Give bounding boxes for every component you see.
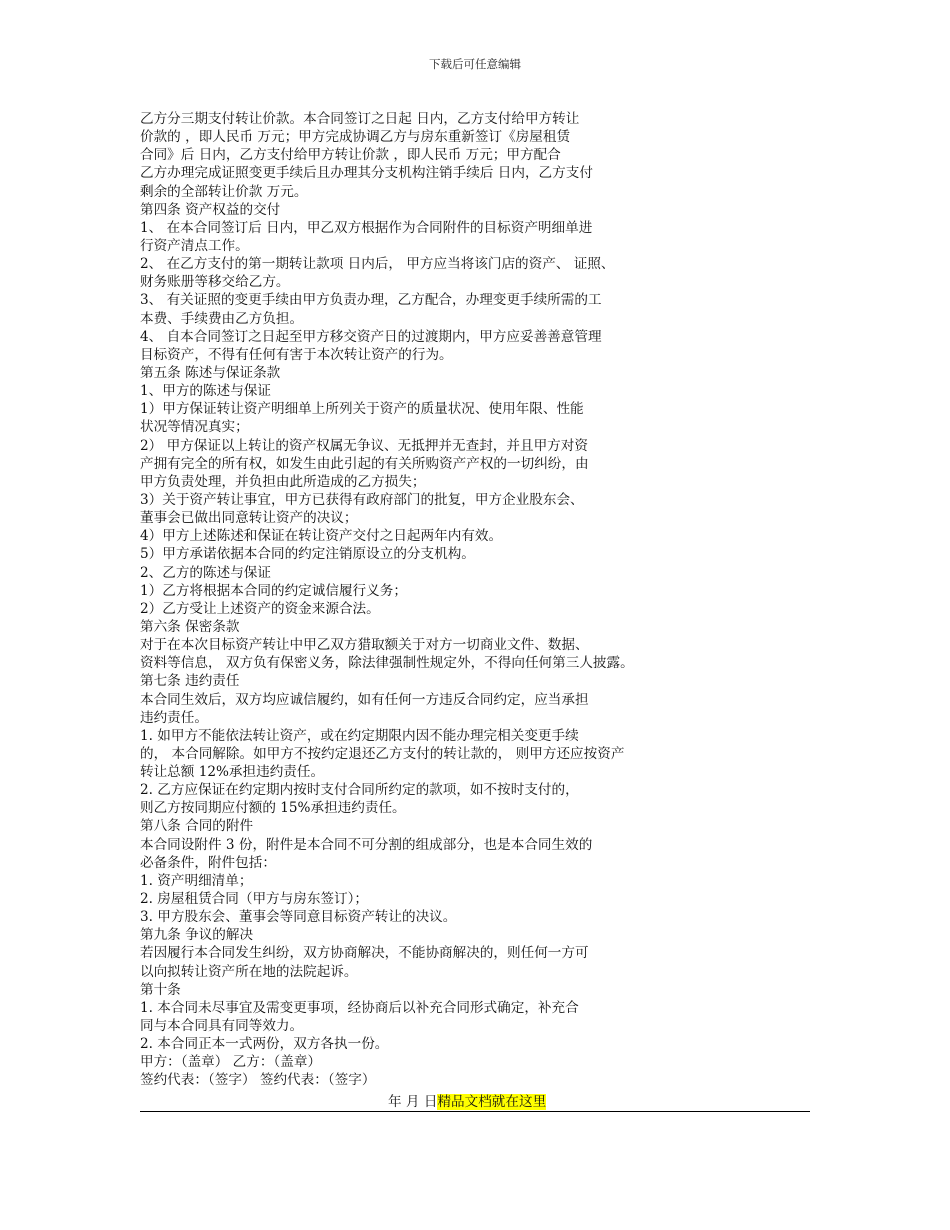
text-line: 本合同设附件 3 份，附件是本合同不可分割的组成部分，也是本合同生效的: [140, 836, 593, 853]
text-line: 签约代表：（签字） 签约代表：（签字）: [140, 1072, 376, 1089]
text-line: 行资产清点工作。: [140, 237, 249, 254]
text-line: 1、甲方的陈述与保证: [140, 383, 271, 400]
text-line: 的， 本合同解除。如甲方不按约定退还乙方支付的转让款的， 则甲方还应按资产: [140, 745, 625, 762]
text-line: 转让总额 12%承担违约责任。: [140, 764, 325, 781]
text-line: 第十条: [140, 981, 181, 998]
text-line: 本费、手续费由乙方负担。: [140, 310, 304, 327]
footer-date-line: [388, 1094, 546, 1111]
text-line: 董事会已做出同意转让资产的决议；: [140, 510, 358, 527]
text-line: 2）乙方受让上述资产的资金来源合法。: [140, 600, 380, 617]
text-line: 合同》后 日内，乙方支付给甲方转让价款 ，即人民币 万元；甲方配合: [140, 147, 561, 164]
text-line: 3）关于资产转让事宜，甲方已获得有政府部门的批复，甲方企业股东会、: [140, 491, 584, 508]
text-line: 产拥有完全的所有权，如发生由此引起的有关所购资产产权的一切纠纷，由: [140, 455, 589, 472]
text-line: 状况等情况真实；: [140, 419, 249, 436]
page-header: 下载后可任意编辑: [429, 57, 521, 71]
text-line: 2. 乙方应保证在约定期内按时支付合同所约定的款项，如不按时支付的，: [140, 782, 579, 799]
highlighted-note: 精品文档就在这里: [437, 1094, 547, 1110]
text-line: 甲方：（盖章） 乙方：（盖章）: [140, 1054, 322, 1071]
text-line: 财务账册等移交给乙方。: [140, 274, 290, 291]
text-line: 则乙方按同期应付额的 15%承担违约责任。: [140, 800, 406, 817]
text-line: 4、 自本合同签订之日起至甲方移交资产日的过渡期内，甲方应妥善善意管理: [140, 328, 602, 345]
text-line: 第九条 争议的解决: [140, 927, 254, 944]
page-footer: [140, 1094, 810, 1112]
text-line: 第四条 资产权益的交付: [140, 201, 281, 218]
text-line: 2、 在乙方支付的第一期转让款项 日内后， 甲方应当将该门店的资产、 证照、: [140, 256, 615, 273]
text-line: 乙方办理完成证照变更手续后且办理其分支机构注销手续后 日内，乙方支付: [140, 165, 593, 182]
date-placeholder: 年 月 日: [388, 1094, 438, 1110]
text-line: 对于在本次目标资产转让中甲乙双方猎取额关于对方一切商业文件、数据、: [140, 637, 589, 654]
text-line: 第六条 保密条款: [140, 618, 240, 635]
text-line: 2. 房屋租赁合同（甲方与房东签订）；: [140, 891, 368, 908]
text-line: 1. 本合同未尽事宜及需变更事项，经协商后以补充合同形式确定，补充合: [140, 999, 579, 1016]
text-line: 必备条件，附件包括：: [140, 854, 276, 871]
text-line: 1、 在本合同签订后 日内，甲乙双方根据作为合同附件的目标资产明细单进: [140, 219, 593, 236]
text-line: 甲方负责处理，并负担由此所造成的乙方损失；: [140, 473, 426, 490]
text-line: 以向拟转让资产所在地的法院起诉。: [140, 963, 358, 980]
text-line: 同与本合同具有同等效力。: [140, 1018, 304, 1035]
text-line: 第五条 陈述与保证条款: [140, 364, 281, 381]
text-line: 目标资产，不得有任何有害于本次转让资产的行为。: [140, 346, 453, 363]
text-line: 1. 资产明细清单；: [140, 872, 253, 889]
text-line: 3、 有关证照的变更手续由甲方负责办理，乙方配合，办理变更手续所需的工: [140, 292, 602, 309]
contract-body: [140, 110, 740, 1090]
text-line: 资料等信息， 双方负有保密义务，除法律强制性规定外，不得向任何第三人披露。: [140, 655, 634, 672]
text-line: 第八条 合同的附件: [140, 818, 254, 835]
text-line: 2、乙方的陈述与保证: [140, 564, 271, 581]
text-line: 第七条 违约责任: [140, 673, 240, 690]
text-line: 价款的 ，即人民币 万元；甲方完成协调乙方与房东重新签订《房屋租赁: [140, 129, 571, 146]
text-line: 1）乙方将根据本合同的约定诚信履行义务；: [140, 582, 407, 599]
text-line: 4）甲方上述陈述和保证在转让资产交付之日起两年内有效。: [140, 528, 503, 545]
text-line: 5）甲方承诺依据本合同的约定注销原设立的分支机构。: [140, 546, 475, 563]
text-line: 2. 本合同正本一式两份，双方各执一份。: [140, 1036, 389, 1053]
text-line: 1. 如甲方不能依法转让资产，或在约定期限内因不能办理完相关变更手续: [140, 727, 579, 744]
text-line: 违约责任。: [140, 709, 208, 726]
text-line: 若因履行本合同发生纠纷，双方协商解决，不能协商解决的，则任何一方可: [140, 945, 589, 962]
text-line: 3. 甲方股东会、董事会等同意目标资产转让的决议。: [140, 909, 457, 926]
text-line: 本合同生效后，双方均应诚信履约，如有任何一方违反合同约定，应当承担: [140, 691, 589, 708]
text-line: 1）甲方保证转让资产明细单上所列关于资产的质量状况、使用年限、性能: [140, 401, 584, 418]
text-line: 2） 甲方保证以上转让的资产权属无争议、无抵押并无查封，并且甲方对资: [140, 437, 588, 454]
text-line: 剩余的全部转让价款 万元。: [140, 183, 308, 200]
text-line: 乙方分三期支付转让价款。本合同签订之日起 日内，乙方支付给甲方转让: [140, 111, 580, 127]
